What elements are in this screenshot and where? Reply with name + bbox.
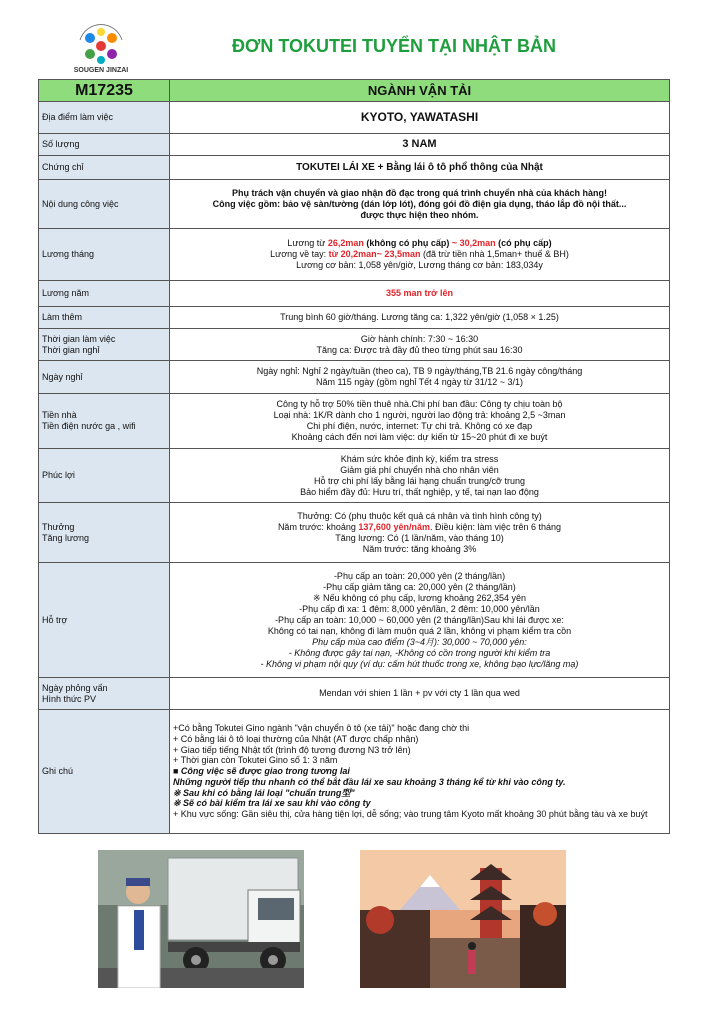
text-line: Phụ cấp mùa cao điểm (3~4月): 30,000 ~ 70,000 yên: <box>312 636 527 647</box>
text-line: Lương về tay: <box>270 249 329 259</box>
text-line: -Phụ cấp an toàn: 10,000 ~ 60,000 yên (2 tháng/lần)Sau khi lái được xe: <box>275 614 564 625</box>
table-row-housing <box>39 394 670 449</box>
text-line: Ngày nghỉ: Nghỉ 2 ngày/tuần (theo ca), TB 9 ngày/tháng,TB 21.6 ngày công/tháng <box>256 366 583 376</box>
text-line: Thời gian nghỉ <box>42 344 100 355</box>
text-line: Tăng lương: Có (1 lần/năm, vào tháng 10) <box>335 532 504 543</box>
text-line: được thực hiện theo nhóm. <box>360 209 479 220</box>
location-value: KYOTO, YAWATASHI <box>170 102 670 134</box>
text-line: (có phụ cấp) <box>495 238 552 248</box>
table-row-content <box>39 180 670 229</box>
text-line: Năm 115 ngày (gồm nghỉ Tết 4 ngày từ 31/12 ~ 3/1) <box>315 377 524 387</box>
quantity-value: 3 NAM <box>170 134 670 156</box>
text-line: + Thời gian còn Tokutei Gino số 1: 3 năm <box>173 755 338 766</box>
worktime-label <box>39 329 170 361</box>
text-line: . Điều kiện: làm việc trên 6 tháng <box>429 521 562 532</box>
text-line: Tiền điện nước ga , wifi <box>42 421 136 431</box>
text-line: Năm trước: khoảng <box>277 521 359 532</box>
overtime-label: Làm thêm <box>39 307 170 329</box>
table-row-interview <box>39 678 670 710</box>
text-line: Khoảng cách đến nơi làm việc: dự kiến từ 15~20 phút đi xe buýt <box>291 432 548 442</box>
bonus-value <box>170 503 670 563</box>
support-label: Hỗ trợ <box>39 563 170 678</box>
text-line: Hỗ trợ chi phí lấy bằng lái hạng chuẩn trung/cỡ trung <box>314 475 525 486</box>
content-value <box>170 180 670 229</box>
text-line: 26,2man <box>327 238 364 248</box>
table-row-yearly <box>39 281 670 307</box>
text-line: -Phụ cấp giảm tăng ca: 20,000 yên (2 tháng/lần) <box>323 581 516 592</box>
text-line: Công việc gồm: bảo vệ sàn/tường (dán lớp lót), đóng gói đồ điện gia dụng, tháo lắp đồ nội thất... <box>212 198 627 209</box>
text-line: Thời gian làm việc <box>42 333 116 344</box>
text-line: Công ty hỗ trợ 50% tiền thuê nhà.Chi phí ban đầu: Công ty chịu toàn bộ <box>276 399 563 409</box>
text-line: ※ Nếu không có phụ cấp, lương khoảng 262,354 yên <box>312 592 527 603</box>
text-line: Loại nhà: 1K/R dành cho 1 người, người lao động trả: khoảng 2,5 ~3man <box>273 410 566 420</box>
text-line: ※ Sau khi có bằng lái loại "chuẩn trung型" <box>173 787 355 798</box>
notes-label: Ghi chú <box>39 710 170 834</box>
text-line: từ 20,2man~ 23,5man <box>328 249 421 259</box>
text-line: (đã trừ tiền nhà 1,5man+ thuế & BH) <box>420 249 569 259</box>
text-line: Hình thức PV <box>42 693 97 704</box>
text-line: Giờ hành chính: 7:30 ~ 16:30 <box>360 333 479 344</box>
table-row-welfare <box>39 449 670 503</box>
table-row-quantity <box>39 134 670 156</box>
yearly-label: Lương năm <box>39 281 170 307</box>
housing-value <box>170 394 670 449</box>
text-line: ■ Công việc sẽ được giao trong tương lai <box>173 766 350 777</box>
table-row-worktime <box>39 329 670 361</box>
text-line: ※ Sẽ có bài kiểm tra lái xe sau khi vào công ty <box>173 798 371 809</box>
job-code: M17235 <box>39 80 170 102</box>
content-label: Nội dung công việc <box>39 180 170 229</box>
welfare-label: Phúc lợi <box>39 449 170 503</box>
interview-value: Mendan với shien 1 lần + pv với cty 1 lần qua wed <box>170 678 670 710</box>
table-row-notes <box>39 710 670 834</box>
text-line: -Phụ cấp an toàn: 20,000 yên (2 tháng/lần) <box>333 570 506 581</box>
bonus-label <box>39 503 170 563</box>
text-line: Thưởng: Có (phụ thuộc kết quả cá nhân và tình hình công ty) <box>297 510 542 521</box>
table-row-bonus <box>39 503 670 563</box>
text-line: + Giao tiếp tiếng Nhật tốt (trình độ tương đương N3 trở lên) <box>173 744 411 755</box>
certificate-value: TOKUTEI LÁI XE + Bằng lái ô tô phổ thông của Nhật <box>170 156 670 180</box>
text-line: Phụ trách vận chuyển và giao nhận đồ đạc trong quá trình chuyển nhà của khách hàng! <box>231 187 608 198</box>
text-line: Những người tiếp thu nhanh có thể bắt đầu lái xe sau khoảng 3 tháng kể từ khi vào công ty. <box>173 776 566 787</box>
text-line: + Khu vực sống: Gần siêu thị, cửa hàng tiện lợi, dễ sống; vào trung tâm Kyoto mất khoảng 30 phút bằng tàu và xe buýt <box>173 809 648 820</box>
text-line: Tiền nhà <box>42 410 77 420</box>
holiday-label: Ngày nghỉ <box>39 361 170 394</box>
text-line: + Có bằng lái ô tô loại thường của Nhật (AT được chấp nhận) <box>173 733 419 744</box>
support-value <box>170 563 670 678</box>
logo-text: SOUGEN JINZAI <box>73 67 129 74</box>
monthly-value <box>170 229 670 281</box>
text-line: - Không vi phạm nội quy (ví dụ: cấm hút thuốc trong xe, không bạo lực/lăng mạ) <box>260 658 579 669</box>
text-line: Tăng lương <box>42 532 89 543</box>
text-line <box>173 522 666 533</box>
text-line: +Có bằng Tokutei Gino ngành "vận chuyển ô tô (xe tải)" hoặc đang chờ thi <box>173 722 470 733</box>
text-line: Tăng ca: Được trả đầy đủ theo từng phút sau 16:30 <box>316 344 523 355</box>
table-row-overtime <box>39 307 670 329</box>
text-line: Ngày phỏng vấn <box>42 682 108 693</box>
notes-value <box>170 710 670 834</box>
text-line: Năm trước: tăng khoảng 3% <box>362 543 477 554</box>
text-line <box>173 249 666 260</box>
housing-label <box>39 394 170 449</box>
text-line: (không có phụ cấp) <box>363 238 452 248</box>
worktime-value <box>170 329 670 361</box>
text-line: Không có tai nạn, không đi làm muộn quá 2 lần, không vi phạm kiểm tra cồn <box>267 625 572 636</box>
table-row-certificate <box>39 156 670 180</box>
text-line: Khám sức khỏe định kỳ, kiểm tra stress <box>340 453 499 464</box>
truck-photo <box>98 850 304 988</box>
text-line: Lương cơ bản: 1,058 yên/giờ, Lương tháng cơ bản: 183,034y <box>296 260 543 270</box>
kyoto-photo <box>360 850 566 988</box>
industry: NGÀNH VẬN TẢI <box>170 80 670 102</box>
text-line: Thưởng <box>42 521 75 532</box>
text-line: Giảm giá phí chuyển nhà cho nhân viên <box>340 464 499 475</box>
table-row-code <box>39 80 670 102</box>
table-row-holiday <box>39 361 670 394</box>
certificate-label: Chứng chỉ <box>39 156 170 180</box>
text-line: Lương từ <box>287 238 328 248</box>
header <box>66 20 686 78</box>
interview-label <box>39 678 170 710</box>
yearly-value: 355 man trở lên <box>170 281 670 307</box>
table-row-location <box>39 102 670 134</box>
page-title: ĐƠN TOKUTEI TUYỂN TẠI NHẬT BẢN <box>232 36 557 56</box>
location-label: Địa điểm làm việc <box>39 102 170 134</box>
text-line: Bảo hiểm đầy đủ: Hưu trí, thất nghiệp, y tế, tai nạn lao động <box>300 486 539 497</box>
job-table <box>38 79 670 834</box>
overtime-value: Trung bình 60 giờ/tháng. Lương tăng ca: 1,322 yên/giờ (1,058 × 1.25) <box>170 307 670 329</box>
text-line: 137,600 yên/năm <box>358 521 430 532</box>
quantity-label: Số lượng <box>39 134 170 156</box>
text-line: ~ 30,2man <box>451 238 496 248</box>
welfare-value <box>170 449 670 503</box>
text-line: - Không được gây tai nạn, -Không có cồn trong người khi kiểm tra <box>288 647 551 658</box>
company-logo <box>66 20 136 78</box>
holiday-value <box>170 361 670 394</box>
table-row-monthly <box>39 229 670 281</box>
text-line: Chi phí điện, nước, internet: Tự chi trả. Không có xe đạp <box>306 421 533 431</box>
text-line <box>173 238 666 249</box>
table-row-support <box>39 563 670 678</box>
text-line: -Phụ cấp đi xa: 1 đêm: 8,000 yên/lần, 2 đêm: 10,000 yên/lần <box>299 603 540 614</box>
monthly-label: Lương tháng <box>39 229 170 281</box>
